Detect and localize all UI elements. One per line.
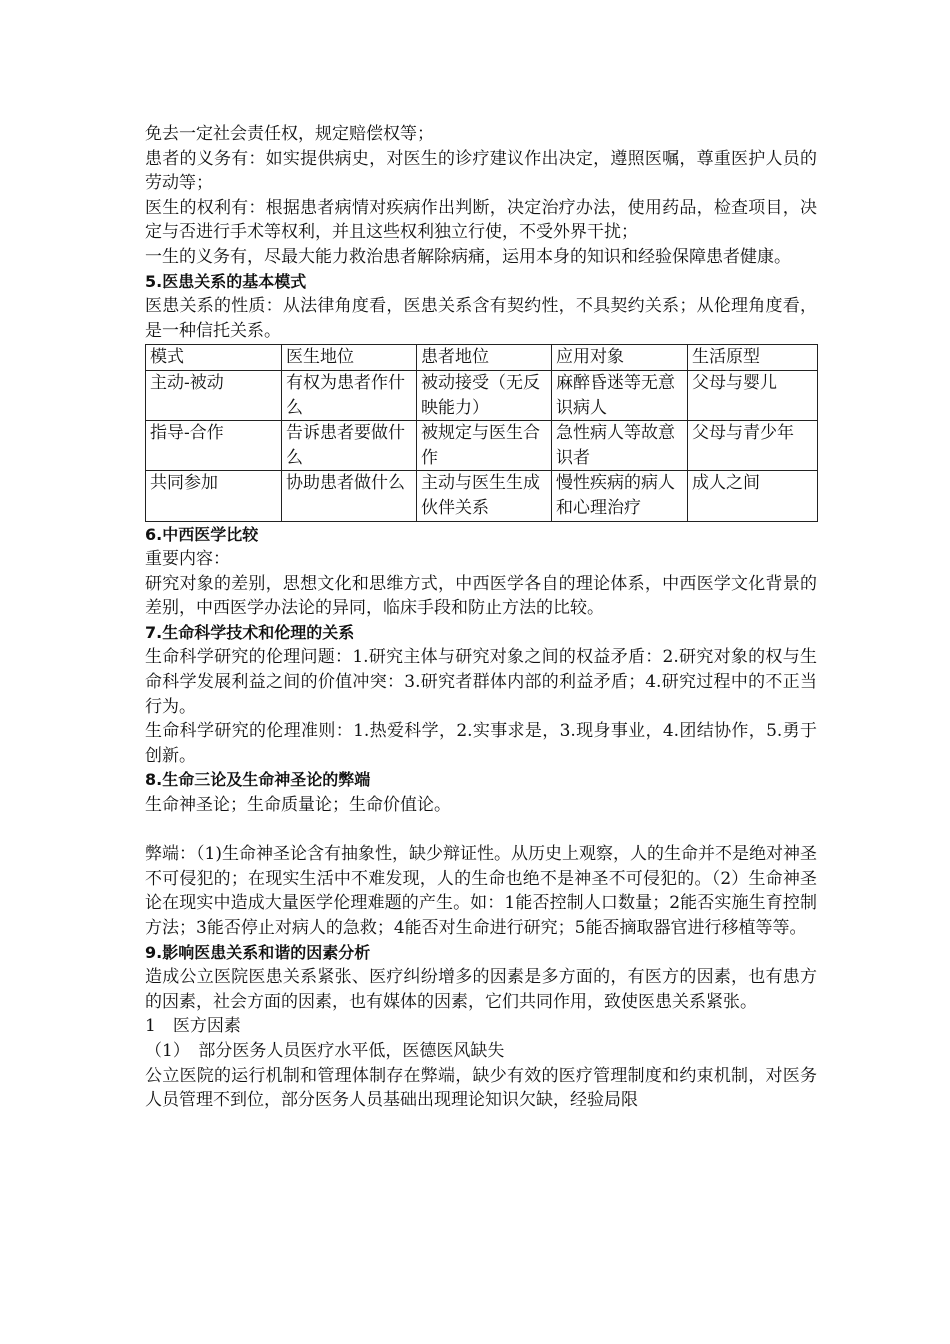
table-row [146,421,818,471]
paragraph: 患者的义务有：如实提供病史，对医生的诊疗建议作出决定，遵照医嘱，尊重医护人员的劳动等； [145,148,817,194]
table-row [146,370,818,420]
paragraph: 生命神圣论；生命质量论；生命价值论。 [145,795,451,816]
section-heading: 7.生命科学技术和伦理的关系 [145,622,355,642]
table-header-row [146,345,818,371]
table-cell: 主动与医生生成伙伴关系 [417,471,552,521]
table-cell: 指导-合作 [146,421,282,471]
table-cell: 协助患者做什么 [282,471,417,521]
paragraph: 一生的义务有，尽最大能力救治患者解除病痛，运用本身的知识和经验保障患者健康。 [145,246,791,267]
table-header-cell: 医生地位 [282,345,417,371]
table-cell: 父母与青少年 [688,421,818,471]
section-heading: 6.中西医学比较 [145,524,259,544]
table-cell: 被动接受（无反映能力） [417,370,552,420]
paragraph: 弊端：（1)生命神圣论含有抽象性，缺少辩证性。从历史上观察，人的生命并不是绝对神圣不可侵犯的；在现实生活中不难发现，人的生命也绝不是神圣不可侵犯的。（2）生命神圣论在现实中造成大量医学伦理难题的产生。如：1能否控制人口数量；2能否实施生育控制方法；3能否停止对病人的急救；4能否对生命进行研究；5能否摘取器官进行移植等等。 [145,844,817,938]
table-cell: 有权为患者作什么 [282,370,417,420]
section-heading: 5.医患关系的基本模式 [145,271,307,291]
paragraph: 造成公立医院医患关系紧张、医疗纠纷增多的因素是多方面的，有医方的因素，也有患方的因素，社会方面的因素，也有媒体的因素，它们共同作用，致使医患关系紧张。 [145,967,817,1012]
table-row [146,471,818,521]
section-heading: 8.生命三论及生命神圣论的弊端 [145,770,371,790]
section-heading: 9.影响医患关系和谐的因素分析 [145,942,371,962]
table-cell: 麻醉昏迷等无意识病人 [552,370,688,420]
table-cell: 被规定与医生合作 [417,421,552,471]
table-header-cell: 模式 [146,345,282,371]
table-cell: 慢性疾病的病人和心理治疗 [552,471,688,521]
doctor-patient-model-table [145,344,818,521]
blank-line [145,818,817,843]
paragraph: 生命科学研究的伦理准则：1.热爱科学，2.实事求是，3.现身事业，4.团结协作，5.勇于创新。 [145,721,817,766]
paragraph: 重要内容： [145,549,230,570]
table-cell: 成人之间 [688,471,818,521]
table-cell: 共同参加 [146,471,282,521]
paragraph: 研究对象的差别，思想文化和思维方式，中西医学各自的理论体系，中西医学文化背景的差别，中西医学办法论的异同，临床手段和防止方法的比较。 [145,573,817,619]
paragraph: 免去一定社会责任权，规定赔偿权等； [145,124,434,144]
table-cell: 父母与婴儿 [688,370,818,420]
subheading: 1 医方因素 [145,1016,241,1037]
paragraph: 医生的权利有：根据患者病情对疾病作出判断，决定治疗办法，使用药品，检查项目，决定与否进行手术等权利，并且这些权利独立行使，不受外界干扰； [145,197,817,243]
table-header-cell: 生活原型 [688,345,818,371]
paragraph: 医患关系的性质：从法律角度看，医患关系含有契约性，不具契约关系；从伦理角度看，是一种信托关系。 [145,296,817,341]
subheading: （1） 部分医务人员医疗水平低，医德医风缺失 [145,1040,505,1061]
table-header-cell: 应用对象 [552,345,688,371]
table-cell: 主动-被动 [146,370,282,420]
table-cell: 急性病人等故意识者 [552,421,688,471]
document-page [145,122,817,1113]
paragraph: 生命科学研究的伦理问题：1.研究主体与研究对象之间的权益矛盾：2.研究对象的权与生命科学发展利益之间的价值冲突：3.研究者群体内部的利益矛盾；4.研究过程中的不正当行为。 [145,647,817,717]
table-header-cell: 患者地位 [417,345,552,371]
table-cell: 告诉患者要做什么 [282,421,417,471]
paragraph: 公立医院的运行机制和管理体制存在弊端，缺少有效的医疗管理制度和约束机制，对医务人员管理不到位，部分医务人员基础出现理论知识欠缺，经验局限 [145,1065,817,1111]
